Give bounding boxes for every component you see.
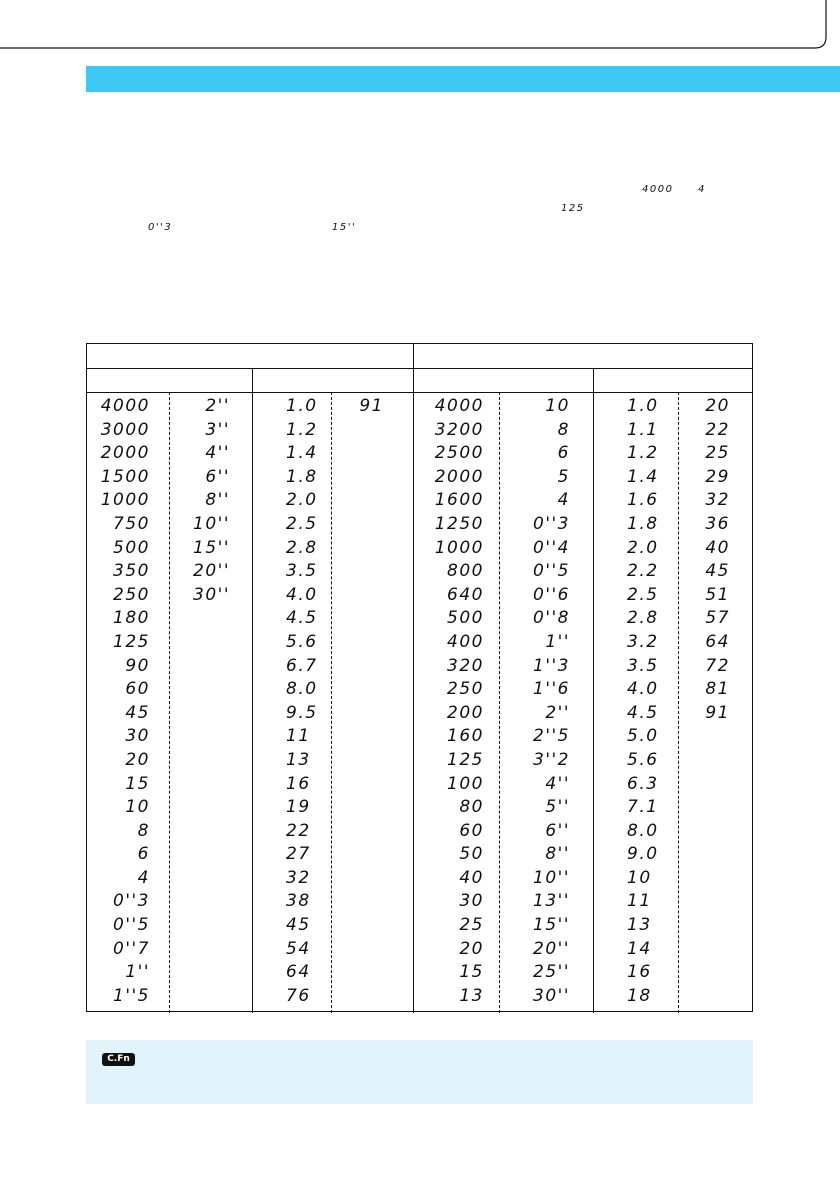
section-header-bar xyxy=(86,66,840,92)
table-cell: 2.5 xyxy=(627,584,659,605)
table-cell: 6'' xyxy=(205,466,230,487)
table-cell: 1'' xyxy=(125,962,150,983)
table-cell: 5.6 xyxy=(286,631,318,652)
table-cell: 60 xyxy=(459,820,484,841)
table-right-divider xyxy=(593,368,594,1013)
table-cell: 36 xyxy=(705,513,730,534)
table-cell: 51 xyxy=(705,584,730,605)
table-cell: 2.8 xyxy=(627,608,659,629)
table-cell: 4000 xyxy=(434,396,484,416)
table-cell: 320 xyxy=(447,655,484,676)
table-cell: 1.4 xyxy=(627,466,659,487)
table-cell: 4.5 xyxy=(627,702,659,723)
col-left-shutter-b xyxy=(178,395,230,607)
table-cell: 8.0 xyxy=(286,679,318,700)
table-cell: 6.7 xyxy=(286,655,318,676)
table-cell: 2''5 xyxy=(533,726,570,747)
table-cell: 1.6 xyxy=(627,490,659,511)
table-cell: 100 xyxy=(447,773,484,794)
table-cell: 4'' xyxy=(545,773,570,794)
table-cell: 20 xyxy=(125,749,150,770)
table-cell: 1.1 xyxy=(627,419,659,440)
table-cell: 3''2 xyxy=(533,749,570,770)
table-cell: 350 xyxy=(113,561,150,582)
table-header-divider-1 xyxy=(87,368,752,369)
table-cell: 45 xyxy=(286,915,311,936)
table-cell: 1.4 xyxy=(286,443,318,464)
inline-value-125: 125 xyxy=(561,203,585,214)
table-cell: 91 xyxy=(705,702,730,723)
table-cell: 90 xyxy=(125,655,150,676)
table-cell: 25'' xyxy=(533,962,570,983)
table-cell: 5.0 xyxy=(627,726,659,747)
col-left-shutter xyxy=(96,395,150,1008)
table-cell: 3.2 xyxy=(627,631,659,652)
table-cell: 8 xyxy=(557,419,570,440)
table-cell: 750 xyxy=(113,513,150,534)
table-cell: 5.6 xyxy=(627,749,659,770)
table-cell: 38 xyxy=(286,891,311,912)
table-cell: 15'' xyxy=(193,537,230,558)
table-cell: 2.5 xyxy=(286,513,318,534)
table-dashed-2 xyxy=(331,392,332,1013)
table-cell: 2000 xyxy=(434,466,484,487)
table-cell: 1.0 xyxy=(286,396,318,416)
table-cell: 500 xyxy=(113,537,150,558)
table-cell: 80 xyxy=(459,797,484,818)
table-cell: 64 xyxy=(286,962,311,983)
table-cell: 20 xyxy=(459,938,484,959)
table-cell: 0''7 xyxy=(113,938,150,959)
table-cell: 50 xyxy=(459,844,484,865)
table-header-divider-2 xyxy=(87,392,752,393)
table-cell: 1.2 xyxy=(286,419,318,440)
table-cell: 16 xyxy=(627,962,652,983)
table-cell: 15 xyxy=(125,773,150,794)
table-cell: 32 xyxy=(705,490,730,511)
table-cell: 29 xyxy=(705,466,730,487)
table-cell: 1.8 xyxy=(627,513,659,534)
table-cell: 0''5 xyxy=(533,561,570,582)
note-box xyxy=(86,1040,753,1104)
col-left-aperture-b xyxy=(346,395,384,419)
table-cell: 400 xyxy=(447,631,484,652)
table-cell: 76 xyxy=(286,985,311,1006)
table-cell: 1000 xyxy=(100,490,150,511)
table-cell: 6.3 xyxy=(627,773,659,794)
table-cell: 200 xyxy=(447,702,484,723)
table-cell: 2.0 xyxy=(627,537,659,558)
table-cell: 14 xyxy=(627,938,652,959)
col-right-shutter-b xyxy=(512,395,570,1008)
table-cell: 91 xyxy=(359,396,384,416)
table-cell: 250 xyxy=(113,584,150,605)
inline-value-4000: 4000 xyxy=(642,184,674,195)
table-cell: 640 xyxy=(447,584,484,605)
table-cell: 0''5 xyxy=(113,915,150,936)
table-left-divider xyxy=(252,368,253,1013)
table-cell: 16 xyxy=(286,773,311,794)
table-cell: 5'' xyxy=(545,797,570,818)
table-cell: 2000 xyxy=(100,443,150,464)
col-left-aperture xyxy=(286,395,326,1008)
table-cell: 0''4 xyxy=(533,537,570,558)
table-cell: 2.2 xyxy=(627,561,659,582)
table-cell: 6 xyxy=(137,844,150,865)
table-cell: 1600 xyxy=(434,490,484,511)
col-right-aperture-b xyxy=(692,395,730,725)
table-cell: 45 xyxy=(705,561,730,582)
inline-value-15: 15'' xyxy=(332,222,357,233)
table-cell: 2.0 xyxy=(286,490,318,511)
table-cell: 8.0 xyxy=(627,820,659,841)
table-cell: 8'' xyxy=(545,844,570,865)
table-cell: 6 xyxy=(557,443,570,464)
table-cell: 11 xyxy=(286,726,311,747)
table-dashed-1 xyxy=(169,392,170,1013)
table-cell: 250 xyxy=(447,679,484,700)
table-cell: 800 xyxy=(447,561,484,582)
table-cell: 45 xyxy=(125,702,150,723)
table-cell: 2500 xyxy=(434,443,484,464)
table-cell: 4 xyxy=(557,490,570,511)
table-cell: 125 xyxy=(447,749,484,770)
inline-value-4: 4 xyxy=(698,184,706,195)
table-cell: 0''3 xyxy=(113,891,150,912)
table-cell: 72 xyxy=(705,655,730,676)
table-center-divider xyxy=(413,344,414,1013)
table-cell: 18 xyxy=(627,985,652,1006)
table-cell: 1.8 xyxy=(286,466,318,487)
table-cell: 8'' xyxy=(205,490,230,511)
col-right-shutter xyxy=(428,395,484,1008)
table-cell: 3.5 xyxy=(286,561,318,582)
table-cell: 54 xyxy=(286,938,311,959)
table-cell: 0''6 xyxy=(533,584,570,605)
table-cell: 13'' xyxy=(533,891,570,912)
table-cell: 27 xyxy=(286,844,311,865)
cut-line xyxy=(0,0,840,60)
table-cell: 30 xyxy=(459,891,484,912)
table-dashed-3 xyxy=(499,392,500,1013)
table-cell: 4.0 xyxy=(627,679,659,700)
table-cell: 1250 xyxy=(434,513,484,534)
table-cell: 20'' xyxy=(533,938,570,959)
inline-value-0-3: 0''3 xyxy=(148,222,173,233)
table-cell: 4.0 xyxy=(286,584,318,605)
table-cell: 1'' xyxy=(545,631,570,652)
table-cell: 1''5 xyxy=(113,985,150,1006)
table-cell: 40 xyxy=(705,537,730,558)
table-cell: 4.5 xyxy=(286,608,318,629)
table-cell: 0''3 xyxy=(533,513,570,534)
table-cell: 13 xyxy=(459,985,484,1006)
cfn-icon: C.Fn xyxy=(102,1053,135,1066)
table-cell: 3200 xyxy=(434,419,484,440)
table-cell: 1''3 xyxy=(533,655,570,676)
table-cell: 30'' xyxy=(193,584,230,605)
table-cell: 22 xyxy=(286,820,311,841)
table-cell: 20'' xyxy=(193,561,230,582)
table-cell: 3'' xyxy=(205,419,230,440)
table-cell: 1500 xyxy=(100,466,150,487)
table-cell: 9.5 xyxy=(286,702,318,723)
table-cell: 81 xyxy=(705,679,730,700)
table-cell: 10 xyxy=(627,867,652,888)
table-cell: 30'' xyxy=(533,985,570,1006)
table-cell: 125 xyxy=(113,631,150,652)
table-cell: 13 xyxy=(627,915,652,936)
table-cell: 3000 xyxy=(100,419,150,440)
table-cell: 32 xyxy=(286,867,311,888)
table-cell: 10 xyxy=(125,797,150,818)
table-cell: 10'' xyxy=(533,867,570,888)
table-cell: 60 xyxy=(125,679,150,700)
table-cell: 9.0 xyxy=(627,844,659,865)
table-cell: 8 xyxy=(137,820,150,841)
table-cell: 15 xyxy=(459,962,484,983)
table-cell: 13 xyxy=(286,749,311,770)
table-cell: 3.5 xyxy=(627,655,659,676)
table-cell: 500 xyxy=(447,608,484,629)
table-cell: 5 xyxy=(557,466,570,487)
table-cell: 1000 xyxy=(434,537,484,558)
table-cell: 1.0 xyxy=(627,396,659,416)
table-cell: 1''6 xyxy=(533,679,570,700)
col-right-aperture xyxy=(627,395,667,1008)
table-cell: 2'' xyxy=(545,702,570,723)
table-cell: 4'' xyxy=(205,443,230,464)
table-cell: 0''8 xyxy=(533,608,570,629)
table-cell: 30 xyxy=(125,726,150,747)
table-cell: 4000 xyxy=(100,396,150,416)
table-cell: 22 xyxy=(705,419,730,440)
table-cell: 2'' xyxy=(205,396,230,416)
table-cell: 11 xyxy=(627,891,652,912)
table-cell: 4 xyxy=(137,867,150,888)
table-cell: 1.2 xyxy=(627,443,659,464)
table-cell: 25 xyxy=(459,915,484,936)
table-cell: 10'' xyxy=(193,513,230,534)
table-cell: 10 xyxy=(545,396,570,416)
table-cell: 19 xyxy=(286,797,311,818)
table-dashed-4 xyxy=(678,392,679,1013)
table-cell: 25 xyxy=(705,443,730,464)
table-cell: 6'' xyxy=(545,820,570,841)
table-cell: 57 xyxy=(705,608,730,629)
table-cell: 64 xyxy=(705,631,730,652)
table-cell: 7.1 xyxy=(627,797,659,818)
table-cell: 20 xyxy=(705,396,730,416)
table-cell: 2.8 xyxy=(286,537,318,558)
table-cell: 180 xyxy=(113,608,150,629)
table-cell: 15'' xyxy=(533,915,570,936)
table-cell: 160 xyxy=(447,726,484,747)
table-cell: 40 xyxy=(459,867,484,888)
